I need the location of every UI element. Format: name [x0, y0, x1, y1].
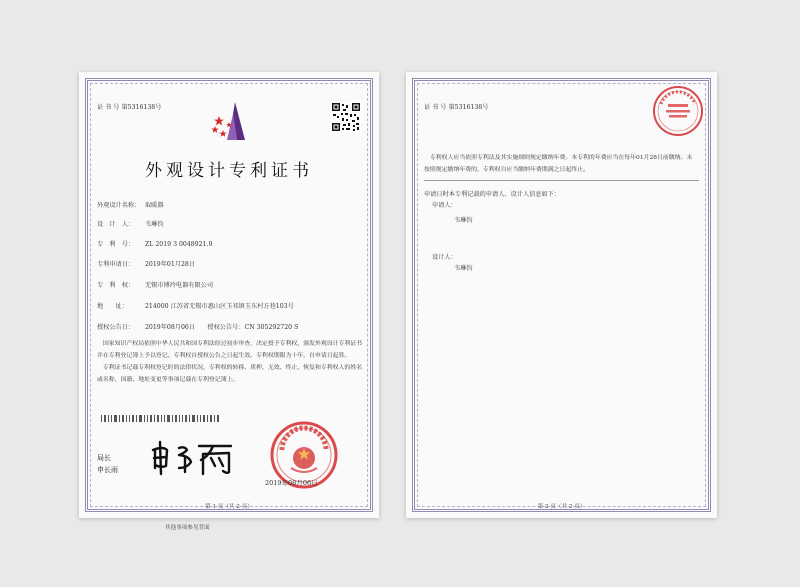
field-value: 2019年08月06日 授权公告号：CN 305292720 S [145, 324, 299, 331]
divider [424, 180, 699, 181]
seal-date: 2019年08月06日 [265, 479, 318, 487]
field-label: 外观设计名称： [97, 202, 141, 209]
handwritten-signature [149, 438, 239, 478]
certificate-number: 证 书 号 第5316138号 [97, 104, 162, 111]
field-label: 地 址： [97, 303, 128, 310]
annual-fee-notice [424, 152, 694, 176]
certificate-title: 外观设计专利证书 [145, 161, 313, 181]
field-patent-number [97, 239, 212, 248]
field-label: 专 利 权： [97, 282, 135, 289]
director-title: 局长 [97, 454, 111, 462]
page-number: 第 2 页（共 2 页） [537, 504, 586, 510]
fee-paragraph: 专利权人应当依照专利法及其实施细则规定缴纳年费。本专利的年费应当在每年01月28日前缴纳。未按照规定缴纳年费的，专利权自应当缴纳年费期满之日起终止。 [424, 155, 693, 173]
field-value: 韦琳钧 [145, 221, 164, 228]
applicant-label: 申请人： [432, 202, 457, 209]
field-label: 专 利 号： [97, 241, 135, 248]
field-address [97, 301, 294, 310]
designer-label: 设计人： [432, 254, 457, 261]
field-designer [97, 219, 164, 228]
certificate-body [97, 338, 363, 386]
body-paragraph: 专利证书记载专利权登记时的法律状况。专利权的转移、质押、无效、终止、恢复和专利权人的姓名或名称、国籍、地址变更等事项记载在专利登记簿上。 [97, 365, 363, 383]
body-paragraph: 国家知识产权局依照中华人民共和国专利法经过初步审查，决定授予专利权，颁发外观设计专利证书并在专利登记簿上予以登记。专利权自授权公告之日起生效。专利权期限为十年，自申请日起算。 [97, 341, 363, 359]
applicant-value: 韦琳钧 [454, 217, 473, 224]
barcode-strip [101, 415, 221, 422]
field-value: 2019年01月28日 [145, 261, 196, 268]
field-label: 设 计 人： [97, 221, 135, 228]
field-label: 授权公告日： [97, 324, 135, 331]
field-patentee [97, 280, 213, 289]
field-design-name [97, 200, 164, 209]
national-emblem-seal-icon [651, 84, 705, 138]
application-info-heading: 申请日时本专利记载的申请人、设计人信息如下： [424, 191, 561, 198]
certificate-number: 证 书 号 第5316138号 [424, 104, 489, 111]
field-application-date [97, 259, 195, 268]
designer-value: 韦琳钧 [454, 265, 473, 272]
footer-note: 其他事项参见背面 [165, 525, 210, 531]
qr-code-icon [331, 102, 361, 132]
field-value: 取暖器 [145, 202, 164, 209]
director-name: 申长雨 [97, 466, 118, 474]
page-number: 第 1 页（共 2 页） [205, 504, 253, 510]
decorative-border [412, 78, 711, 512]
field-value: 214000 江苏省无锡市惠山区玉祁镇玉东村方巷103号 [145, 303, 294, 310]
cnipa-logo-icon [207, 100, 255, 144]
certificate-page-2 [406, 72, 717, 518]
field-grant-date [97, 322, 298, 331]
field-label: 专利申请日： [97, 261, 135, 268]
certificate-page-1 [79, 72, 379, 518]
field-value: ZL 2019 3 0048921.9 [145, 241, 213, 248]
field-value: 无锡市博玲电器有限公司 [145, 282, 214, 289]
